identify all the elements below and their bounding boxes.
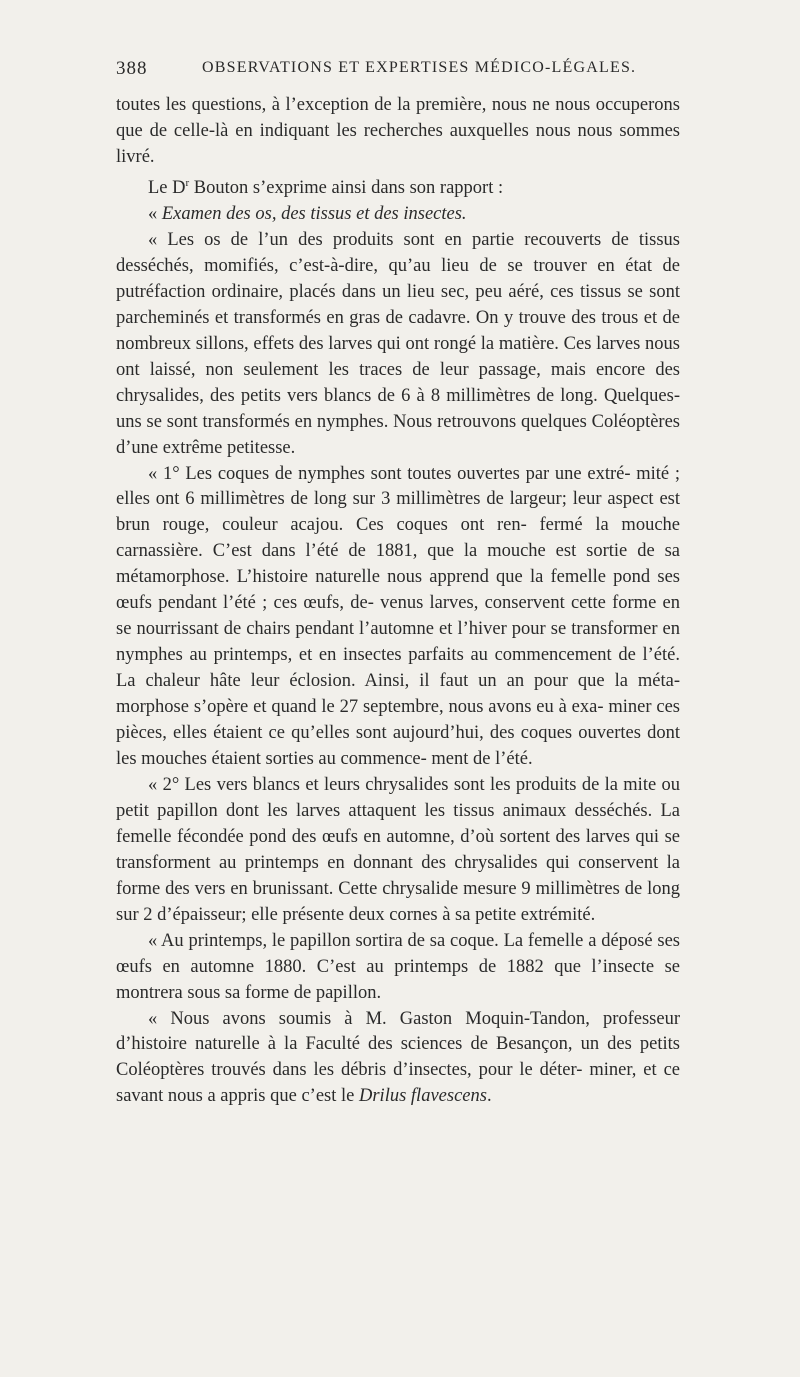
paragraph-intro: toutes les questions, à l’exception de la première, nous ne nous occuperons que de celle-là en indiquant les recherches auxquelles nous nous sommes livré. — [116, 95, 680, 167]
paragraph-white-worms: « 2° Les vers blancs et leurs chrysalides sont les produits de la mite ou petit papillon dont les larves attaquent les tissus animaux desséchés. La femelle fécondée pond des œufs en automne, d’où sortent des larves qui se transforment au printemps en donnant des chrysalides qui conservent la forme des vers en brunissant. Cette chrysalide mesure 9 millimètres de long sur 2 d’épaisseur; elle présente deux cornes à sa petite extrémité. — [116, 774, 680, 925]
paragraph-coleoptera — [116, 1007, 680, 1111]
report-intro-text: Bouton s’exprime ainsi dans son rapport : — [189, 178, 504, 199]
doctor-abbrev-sup: r — [185, 176, 190, 189]
body-text — [116, 93, 680, 1110]
heading-title: Examen des os, des tissus et des insectes. — [161, 203, 467, 224]
coleoptera-text: « Nous avons soumis à M. Gaston Moquin-Tandon, professeur d’histoire naturelle à la Faculté des sciences de Besançon, un des petits Coléoptères trouvés dans les débris d’insectes, pour le déter- miner, et ce savant nous a appris que c’est le — [116, 1008, 680, 1107]
final-period: . — [486, 1086, 492, 1107]
paragraph-spring: « Au printemps, le papillon sortira de sa coque. La femelle a déposé ses œufs en automne 1880. C’est au printemps de 1882 que l’insecte se montrera sous sa forme de papillon. — [116, 930, 680, 1003]
paragraph-report-intro — [116, 171, 680, 202]
doctor-abbrev: Le D — [148, 178, 186, 199]
running-title: OBSERVATIONS ET EXPERTISES MÉDICO-LÉGALES. — [202, 59, 637, 76]
page-number: 388 — [116, 58, 148, 79]
species-name: Drilus flavescens — [359, 1086, 487, 1107]
paragraph-bones: « Les os de l’un des produits sont en partie recouverts de tissus desséchés, momifiés, c’est-à-dire, qu’au lieu de se trouver en état de putréfaction ordinaire, placés dans un lieu sec, peu aéré, ces tissus se sont parcheminés et transformés en gras de cadavre. On y trouve des trous et de nombreux sillons, effets des larves qui ont rongé la matière. Ces larves nous ont laissé, non seulement les traces de leur passage, mais encore des chrysalides, des petits vers blancs de 6 à 8 millimètres de long. Quelques-uns se sont transformés en nymphes. Nous retrouvons quelques Coléoptères d’une extrême petitesse. — [116, 229, 680, 458]
section-heading — [116, 202, 680, 228]
heading-quote-mark: « — [148, 203, 162, 224]
page-header — [116, 58, 716, 84]
paragraph-nymph-cocoons: « 1° Les coques de nymphes sont toutes ouvertes par une extré- mité ; elles ont 6 millimètres de long sur 3 millimètres de largeur; leur aspect est brun rouge, couleur acajou. Ces coques ont ren- fermé la mouche carnassière. C’est dans l’été de 1881, que la mouche est sortie de sa métamorphose. L’histoire naturelle nous apprend que la femelle pond ses œufs pendant l’été ; ces œufs, de- venus larves, conservent cette forme en se nourrissant de chairs pendant l’automne et l’hiver pour se transformer en nymphes au printemps, et en insectes parfaits au commencement de l’été. La chaleur hâte leur éclosion. Ainsi, il faut un an pour que la méta- morphose s’opère et quand le 27 septembre, nous avons eu à exa- miner ces pièces, elles étaient ce qu’elles sont aujourd’hui, des coques ouvertes dont les mouches étaient sorties au commence- ment de l’été. — [116, 463, 680, 769]
